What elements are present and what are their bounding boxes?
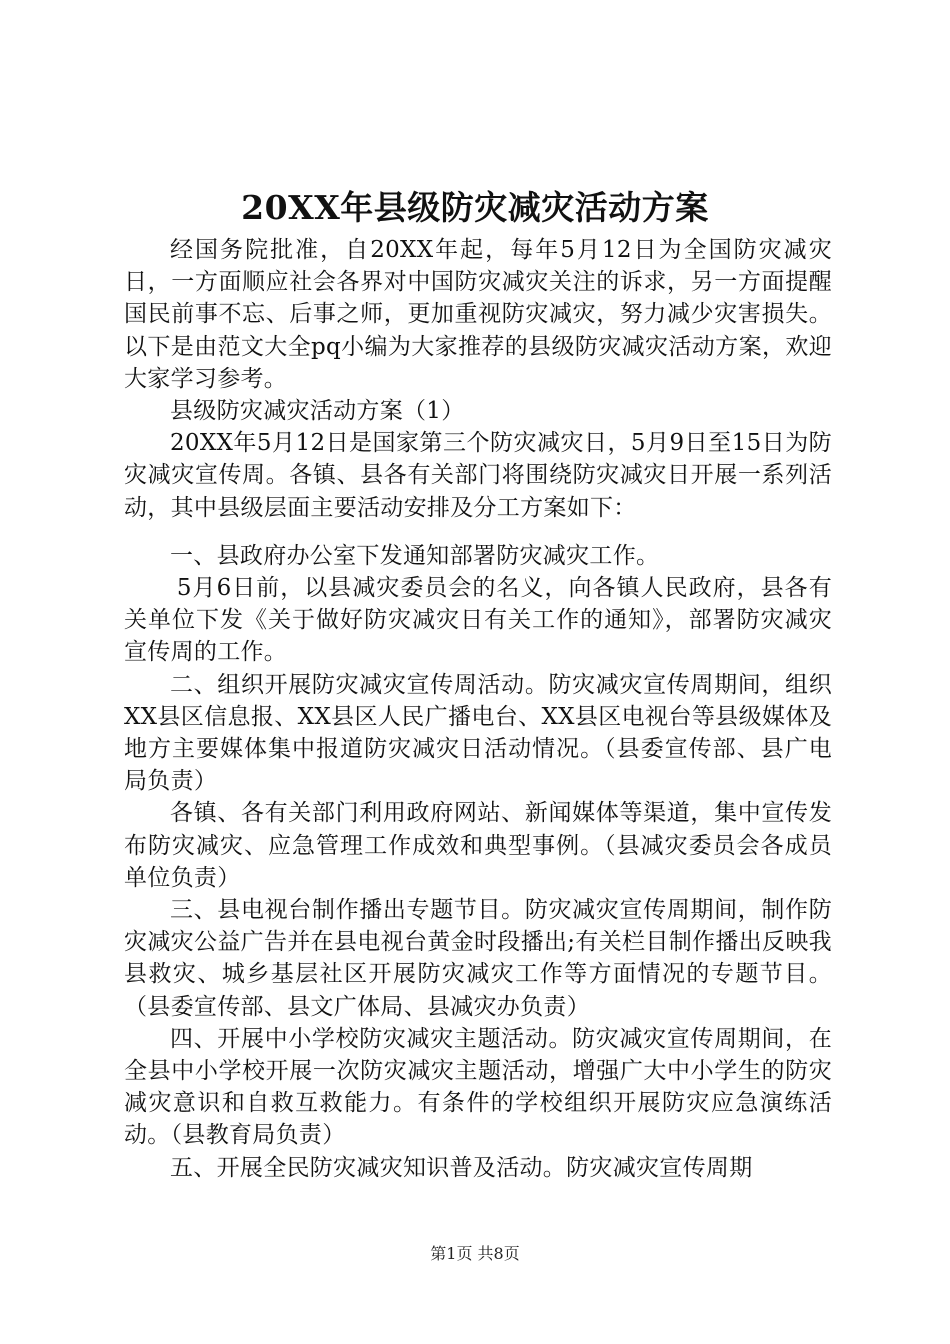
page-number: 第1页 共8页: [430, 1244, 520, 1263]
paragraph-intro: 经国务院批准，自20XX年起，每年5月12日为全国防灾减灾日，一方面顺应社会各界对中国防灾减灾关注的诉求，另一方面提醒国民前事不忘、后事之师，更加重视防灾减灾，努力减少灾害损失。以下是由范文大全pq小编为大家推荐的县级防灾减灾活动方案，欢迎大家学习参考。: [124, 237, 832, 392]
paragraph-section-1-detail: 5月6日前，以县减灾委员会的名义，向各镇人民政府，县各有关单位下发《关于做好防灾减灾日有关工作的通知》，部署防灾减灾宣传周的工作。: [124, 575, 832, 666]
paragraph-section-2-detail: 各镇、各有关部门利用政府网站、新闻媒体等渠道，集中宣传发布防灾减灾、应急管理工作成效和典型事例。（县减灾委员会各成员单位负责）: [124, 800, 832, 891]
paragraph-section-1: 一、县政府办公室下发通知部署防灾减灾工作。: [170, 542, 660, 569]
paragraph-section-4: 四、开展中小学校防灾减灾主题活动。防灾减灾宣传周期间，在全县中小学校开展一次防灾减灾主题活动，增强广大中小学生的防灾减灾意识和自救互救能力。有条件的学校组织开展防灾应急演练活动。（县教育局负责）: [124, 1025, 832, 1149]
document-body: [124, 234, 832, 1184]
document-title: 20XX年县级防灾减灾活动方案: [241, 188, 709, 227]
paragraph-plan-heading: 县级防灾减灾活动方案（1）: [170, 398, 465, 425]
paragraph-section-5: 五、开展全民防灾减灾知识普及活动。防灾减灾宣传周期: [170, 1154, 753, 1181]
paragraph-section-2: 二、组织开展防灾减灾宣传周活动。防灾减灾宣传周期间，组织XX县区信息报、XX县区人民广播电台、XX县区电视台等县级媒体及地方主要媒体集中报道防灾减灾日活动情况。（县委宣传部、县广电局负责）: [124, 671, 832, 795]
paragraph-overview: 20XX年5月12日是国家第三个防灾减灾日，5月9日至15日为防灾减灾宣传周。各镇、县各有关部门将围绕防灾减灾日开展一系列活动，其中县级层面主要活动安排及分工方案如下：: [124, 430, 832, 521]
paragraph-section-3: 三、县电视台制作播出专题节目。防灾减灾宣传周期间，制作防灾减灾公益广告并在县电视台黄金时段播出;有关栏目制作播出反映我县救灾、城乡基层社区开展防灾减灾工作等方面情况的专题节目。（县委宣传部、县文广体局、县减灾办负责）: [124, 897, 832, 1020]
